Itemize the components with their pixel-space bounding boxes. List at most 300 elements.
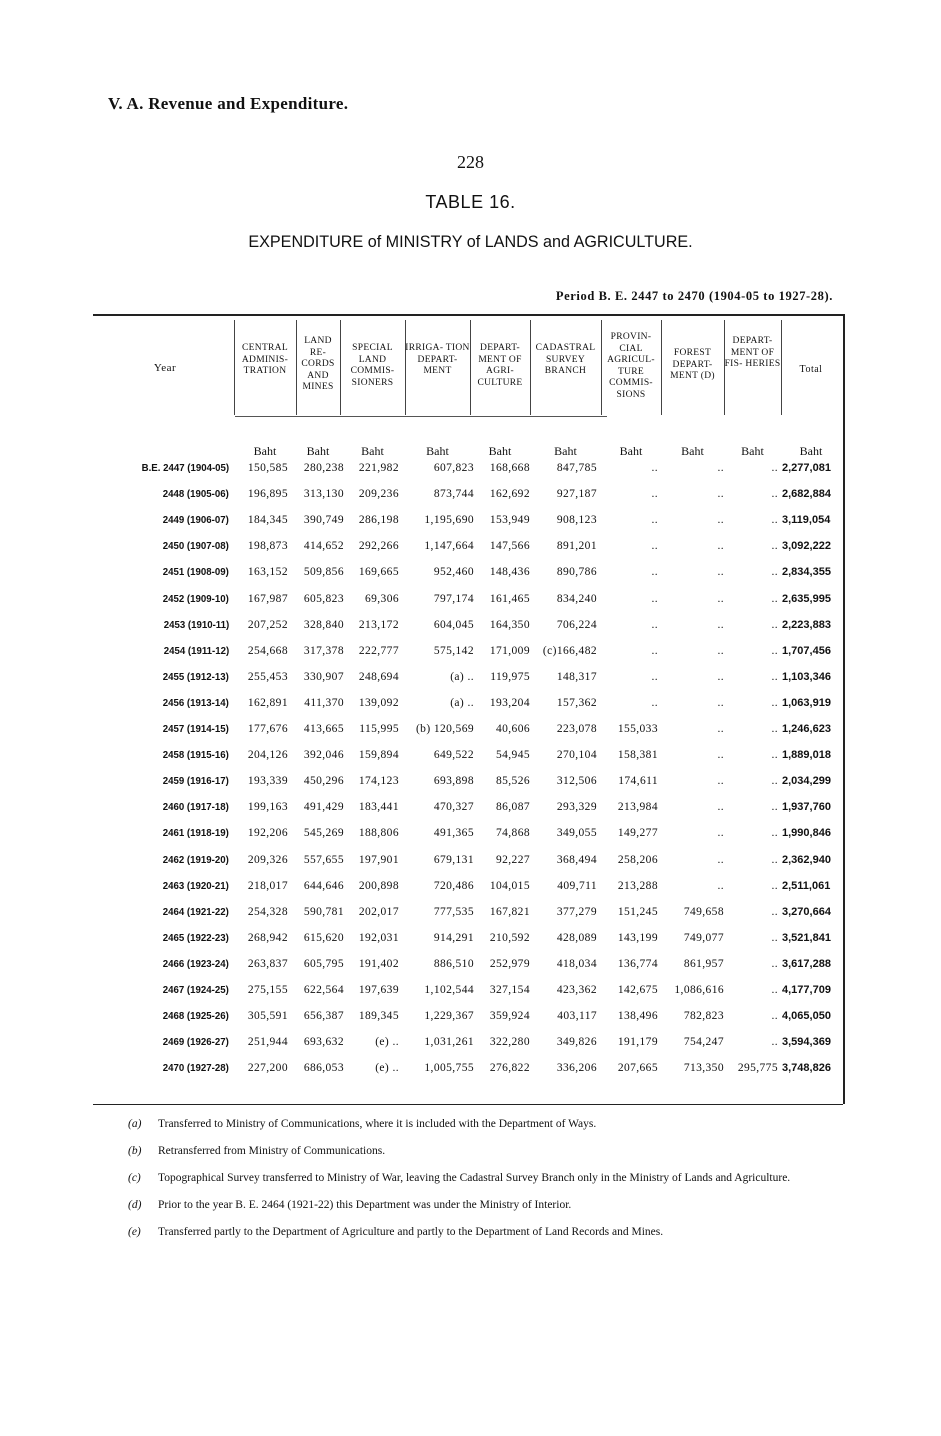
cell-agri: 162,692	[489, 488, 530, 501]
table-row	[0, 749, 941, 775]
table-row	[0, 566, 941, 592]
cell-total: 1,707,456	[782, 644, 831, 657]
cell-agri: 322,280	[489, 1036, 530, 1049]
cell-forest: ..	[717, 827, 724, 840]
cell-agri: 359,924	[489, 1010, 530, 1023]
cell-provincial: 174,611	[618, 775, 658, 788]
cell-total: 2,277,081	[782, 462, 831, 474]
cell-agri: 40,606	[495, 723, 530, 735]
cell-special: 197,639	[358, 984, 399, 996]
cell-provincial: 213,984	[617, 801, 658, 814]
unit-label: Baht	[619, 444, 643, 458]
cell-agri: 92,227	[495, 853, 530, 866]
cell-special: 292,266	[358, 540, 399, 553]
cell-agri: 161,465	[489, 592, 530, 605]
cell-special: 115,995	[359, 723, 399, 735]
footnote	[128, 1197, 853, 1213]
header-irrigation: IRRIGA- TION DEPART- MENT	[405, 343, 470, 376]
cell-fisheries: ..	[771, 879, 778, 892]
cell-special: 221,982	[358, 462, 399, 474]
cell-land: 605,823	[303, 592, 344, 605]
row-year: 2449 (1906-07)	[162, 514, 229, 527]
cell-central: 199,163	[247, 801, 288, 814]
cell-central: 198,873	[247, 540, 288, 553]
cell-cadastral: 927,187	[556, 488, 597, 501]
table-row	[0, 932, 941, 958]
cell-cadastral: 349,826	[556, 1036, 597, 1049]
cell-agri: 164,350	[489, 618, 530, 631]
footnote-text: Transferred to Ministry of Communications, where it is included with the Department of Ways.	[158, 1118, 597, 1130]
cell-forest: ..	[717, 592, 724, 605]
cell-agri: 148,436	[489, 566, 530, 579]
cell-provincial: ..	[651, 462, 658, 474]
cell-cadastral: 223,078	[556, 723, 597, 735]
cell-fisheries: ..	[771, 696, 778, 709]
cell-irrigation: 470,327	[433, 801, 474, 814]
cell-central: 162,891	[247, 696, 288, 709]
cell-land: 686,053	[303, 1062, 344, 1075]
row-year: 2467 (1924-25)	[162, 984, 229, 996]
header-land-records: LAND RE- CORDS AND MINES	[301, 336, 335, 392]
cell-agri: 252,979	[489, 957, 530, 970]
cell-special: 213,172	[358, 618, 399, 631]
row-year: 2462 (1919-20)	[162, 853, 229, 866]
cell-land: 328,840	[303, 618, 344, 631]
cell-central: 251,944	[247, 1036, 288, 1049]
cell-land: 656,387	[303, 1010, 344, 1023]
cell-irrigation: 886,510	[433, 957, 474, 970]
cell-provincial: ..	[651, 566, 658, 579]
cell-irrigation: 1,147,664	[424, 540, 474, 553]
cell-central: 207,252	[247, 618, 288, 631]
cell-provincial: 136,774	[617, 957, 658, 970]
cell-irrigation: 604,045	[433, 618, 474, 631]
cell-forest: ..	[717, 670, 724, 683]
table-row	[0, 1062, 941, 1088]
table-row	[0, 697, 941, 723]
cell-fisheries: ..	[771, 801, 778, 814]
header-provincial: PROVIN- CIAL AGRICUL- TURE COMMIS- SIONS	[607, 332, 655, 400]
row-year: 2456 (1913-14)	[162, 696, 229, 709]
footnote	[128, 1143, 853, 1159]
cell-cadastral: 403,117	[557, 1010, 597, 1023]
cell-central: 268,942	[247, 931, 288, 944]
cell-fisheries: ..	[771, 723, 778, 735]
cell-special: 183,441	[358, 801, 399, 814]
header-cadastral: CADASTRAL SURVEY BRANCH	[535, 343, 596, 376]
unit-label: Baht	[426, 444, 449, 458]
cell-total: 3,092,222	[782, 540, 831, 553]
cell-provincial: ..	[651, 592, 658, 605]
cell-forest: ..	[717, 488, 724, 501]
cell-total: 1,990,846	[782, 827, 831, 840]
header-fisheries: DEPART- MENT OF FIS- HERIES	[724, 336, 781, 369]
cell-central: 193,339	[247, 775, 288, 788]
cell-total: 2,511,061	[782, 879, 831, 892]
cell-forest: ..	[717, 801, 724, 814]
cell-provincial: ..	[651, 488, 658, 501]
cell-land: 413,665	[303, 723, 344, 735]
cell-central: 184,345	[247, 514, 288, 527]
cell-forest: 713,350	[683, 1062, 724, 1075]
cell-irrigation: 777,535	[433, 905, 474, 918]
cell-forest: ..	[717, 853, 724, 866]
cell-fisheries: ..	[771, 514, 778, 527]
cell-total: 1,889,018	[782, 749, 831, 762]
row-year: 2452 (1909-10)	[162, 592, 229, 605]
row-year: 2453 (1910-11)	[163, 618, 229, 631]
cell-central: 192,206	[247, 827, 288, 840]
cell-special: 139,092	[358, 696, 399, 709]
table-row	[0, 854, 941, 880]
cell-irrigation: 1,195,690	[424, 514, 474, 527]
cell-fisheries: ..	[771, 592, 778, 605]
header-year: Year	[153, 362, 177, 374]
cell-total: 3,521,841	[782, 931, 831, 944]
cell-land: 317,378	[303, 644, 344, 657]
cell-cadastral: 157,362	[556, 696, 597, 709]
footnote-key: (c)	[128, 1172, 141, 1184]
cell-provincial: 138,496	[617, 1010, 658, 1023]
cell-irrigation: 679,131	[433, 853, 474, 866]
cell-special: 197,901	[358, 853, 399, 866]
cell-land: 392,046	[303, 749, 344, 762]
cell-total: 3,119,054	[782, 514, 831, 527]
cell-cadastral: (c)166,482	[542, 644, 597, 657]
cell-cadastral: 270,104	[556, 749, 597, 762]
footnote-text: Prior to the year B. E. 2464 (1921-22) this Department was under the Ministry of Interior.	[158, 1199, 572, 1211]
cell-total: 2,635,995	[782, 592, 831, 605]
row-year: 2463 (1920-21)	[162, 879, 229, 892]
cell-total: 1,246,623	[782, 723, 831, 735]
cell-irrigation: 693,898	[433, 775, 474, 788]
cell-irrigation: 952,460	[433, 566, 474, 579]
cell-forest: ..	[717, 540, 724, 553]
period-line: Period B. E. 2447 to 2470 (1904-05 to 1927-28).	[555, 289, 833, 303]
cell-provincial: 155,033	[617, 723, 658, 735]
row-year: 2461 (1918-19)	[162, 827, 229, 840]
cell-provincial: 149,277	[617, 827, 658, 840]
row-year: 2458 (1915-16)	[162, 749, 229, 762]
cell-central: 218,017	[247, 879, 288, 892]
cell-total: 3,594,369	[782, 1036, 831, 1049]
cell-irrigation: 1,031,261	[424, 1036, 474, 1049]
footnote-key: (a)	[128, 1118, 142, 1130]
cell-agri: 147,566	[489, 540, 530, 553]
cell-cadastral: 349,055	[556, 827, 597, 840]
cell-fisheries: ..	[771, 670, 778, 683]
table-row	[0, 462, 941, 488]
cell-fisheries: ..	[771, 749, 778, 762]
cell-forest: 754,247	[683, 1036, 724, 1049]
cell-forest: ..	[717, 618, 724, 631]
cell-special: 192,031	[358, 931, 399, 944]
cell-irrigation: (a) ..	[450, 696, 474, 709]
header-forest: FOREST DEPART- MENT (D)	[670, 348, 715, 381]
cell-forest: ..	[717, 696, 724, 709]
table-row	[0, 593, 941, 619]
cell-special: 202,017	[358, 905, 399, 918]
cell-cadastral: 706,224	[556, 618, 597, 631]
table-number: TABLE 16.	[425, 192, 516, 212]
footnote	[128, 1170, 853, 1186]
cell-irrigation: 575,142	[433, 644, 474, 657]
row-year: 2448 (1905-06)	[162, 488, 229, 501]
cell-irrigation: 873,744	[433, 488, 474, 501]
cell-forest: 861,957	[683, 957, 724, 970]
unit-label: Baht	[681, 444, 704, 458]
cell-total: 3,270,664	[782, 905, 831, 918]
cell-fisheries: ..	[771, 618, 778, 631]
cell-land: 622,564	[303, 984, 344, 996]
table-row	[0, 984, 941, 1010]
table-row	[0, 827, 941, 853]
cell-central: 263,837	[247, 957, 288, 970]
unit-label: Baht	[488, 444, 512, 458]
cell-land: 313,130	[303, 488, 344, 501]
cell-land: 615,620	[303, 931, 344, 944]
cell-land: 590,781	[303, 905, 344, 918]
cell-total: 2,362,940	[782, 853, 831, 866]
cell-provincial: ..	[651, 644, 658, 657]
cell-irrigation: 914,291	[433, 931, 474, 944]
cell-fisheries: ..	[771, 1010, 778, 1023]
cell-total: 4,065,050	[782, 1010, 831, 1023]
cell-special: 286,198	[358, 514, 399, 527]
cell-cadastral: 428,089	[556, 931, 597, 944]
page-number: 228	[457, 152, 484, 172]
cell-fisheries: ..	[771, 957, 778, 970]
footnote-key: (e)	[128, 1226, 141, 1238]
cell-agri: 193,204	[489, 696, 530, 709]
cell-cadastral: 312,506	[556, 775, 597, 788]
cell-cadastral: 847,785	[556, 462, 597, 474]
cell-central: 254,328	[247, 905, 288, 918]
cell-total: 1,063,919	[782, 696, 831, 709]
cell-agri: 85,526	[495, 775, 530, 788]
cell-cadastral: 891,201	[556, 540, 597, 553]
table-row	[0, 540, 941, 566]
cell-provincial: 207,665	[617, 1062, 658, 1075]
row-year: 2460 (1917-18)	[162, 801, 229, 814]
row-year: 2464 (1921-22)	[162, 905, 229, 918]
cell-land: 411,370	[304, 696, 344, 709]
cell-fisheries: ..	[771, 827, 778, 840]
table-row	[0, 619, 941, 645]
cell-fisheries: 295,775	[737, 1062, 778, 1075]
cell-cadastral: 834,240	[556, 592, 597, 605]
unit-label: Baht	[361, 444, 384, 458]
cell-central: 204,126	[247, 749, 288, 762]
footnotes	[128, 1116, 853, 1251]
cell-fisheries: ..	[771, 566, 778, 579]
cell-forest: ..	[717, 775, 724, 788]
table-row	[0, 880, 941, 906]
cell-provincial: ..	[651, 670, 658, 683]
cell-central: 255,453	[247, 670, 288, 683]
header-total: Total	[799, 364, 823, 375]
cell-cadastral: 293,329	[556, 801, 597, 814]
cell-provincial: 258,206	[617, 853, 658, 866]
header-underline	[235, 416, 607, 417]
table-title: EXPENDITURE of MINISTRY of LANDS and AGRICULTURE.	[248, 232, 693, 251]
cell-agri: 210,592	[489, 931, 530, 944]
cell-special: 159,894	[358, 749, 399, 762]
footnote	[128, 1224, 853, 1240]
cell-provincial: ..	[651, 540, 658, 553]
table-row	[0, 488, 941, 514]
cell-forest: ..	[717, 566, 724, 579]
table-row	[0, 723, 941, 749]
cell-land: 557,655	[303, 853, 344, 866]
footnote	[128, 1116, 853, 1132]
cell-central: 227,200	[247, 1062, 288, 1075]
cell-forest: 782,823	[683, 1010, 724, 1023]
row-year: 2465 (1922-23)	[162, 931, 229, 944]
cell-total: 2,834,355	[782, 566, 831, 579]
cell-central: 167,987	[247, 592, 288, 605]
unit-label: Baht	[741, 444, 764, 458]
cell-special: 69,306	[364, 592, 399, 605]
cell-irrigation: 720,486	[433, 879, 474, 892]
cell-cadastral: 368,494	[556, 853, 597, 866]
cell-land: 390,749	[303, 514, 344, 527]
row-year: 2459 (1916-17)	[162, 775, 229, 788]
cell-forest: ..	[717, 749, 724, 762]
row-year: B.E. 2447 (1904-05)	[141, 462, 229, 474]
cell-special: 209,236	[358, 488, 399, 501]
cell-fisheries: ..	[771, 775, 778, 788]
cell-agri: 86,087	[495, 801, 530, 814]
table-row	[0, 645, 941, 671]
cell-agri: 327,154	[489, 984, 530, 996]
cell-special: 248,694	[358, 670, 399, 683]
table-row	[0, 906, 941, 932]
cell-provincial: 191,179	[617, 1036, 658, 1049]
header-agriculture: DEPART- MENT OF AGRI- CULTURE	[477, 343, 523, 388]
cell-total: 1,103,346	[782, 670, 831, 683]
cell-forest: ..	[717, 514, 724, 527]
cell-forest: ..	[717, 723, 724, 735]
cell-total: 2,223,883	[782, 618, 831, 631]
cell-total: 3,617,288	[782, 957, 831, 970]
cell-provincial: ..	[651, 618, 658, 631]
cell-fisheries: ..	[771, 853, 778, 866]
cell-irrigation: (b) 120,569	[415, 723, 474, 735]
cell-fisheries: ..	[771, 462, 778, 474]
cell-forest: 749,077	[683, 931, 724, 944]
cell-special: 191,402	[358, 957, 399, 970]
cell-irrigation: 649,522	[433, 749, 474, 762]
cell-land: 545,269	[303, 827, 344, 840]
cell-agri: 168,668	[489, 462, 530, 474]
cell-fisheries: ..	[771, 984, 778, 996]
header-central: CENTRAL ADMINIS- TRATION	[241, 343, 289, 376]
cell-land: 693,632	[303, 1036, 344, 1049]
cell-agri: 54,945	[495, 749, 530, 762]
cell-irrigation: 1,102,544	[424, 984, 474, 996]
footnote-key: (d)	[128, 1199, 142, 1211]
cell-forest: ..	[717, 644, 724, 657]
cell-irrigation: (a) ..	[450, 670, 474, 683]
cell-irrigation: 491,365	[433, 827, 474, 840]
cell-central: 150,585	[247, 462, 288, 474]
unit-label: Baht	[554, 444, 577, 458]
cell-forest: 749,658	[683, 905, 724, 918]
cell-cadastral: 890,786	[556, 566, 597, 579]
cell-land: 605,795	[303, 957, 344, 970]
section-heading: V. A. Revenue and Expenditure.	[108, 94, 349, 113]
cell-irrigation: 797,174	[433, 592, 474, 605]
cell-cadastral: 418,034	[556, 957, 597, 970]
cell-special: 189,345	[358, 1010, 399, 1023]
cell-central: 254,668	[247, 644, 288, 657]
cell-fisheries: ..	[771, 644, 778, 657]
cell-cadastral: 336,206	[556, 1062, 597, 1075]
cell-central: 177,676	[247, 723, 288, 735]
row-year: 2450 (1907-08)	[162, 540, 229, 553]
table-row	[0, 958, 941, 984]
cell-cadastral: 423,362	[556, 984, 597, 996]
cell-land: 491,429	[303, 801, 344, 814]
table-row	[0, 801, 941, 827]
cell-provincial: 158,381	[617, 749, 658, 762]
cell-central: 163,152	[247, 566, 288, 579]
cell-cadastral: 148,317	[556, 670, 597, 683]
cell-total: 1,937,760	[782, 801, 831, 814]
unit-label: Baht	[306, 444, 330, 458]
cell-provincial: 142,675	[617, 984, 658, 996]
row-year: 2455 (1912-13)	[162, 670, 229, 683]
cell-fisheries: ..	[771, 1036, 778, 1049]
cell-land: 280,238	[303, 462, 344, 474]
cell-agri: 153,949	[489, 514, 530, 527]
cell-land: 644,646	[303, 879, 344, 892]
cell-agri: 171,009	[489, 644, 530, 657]
cell-forest: ..	[717, 879, 724, 892]
cell-provincial: ..	[651, 696, 658, 709]
cell-irrigation: 1,005,755	[424, 1062, 474, 1075]
table-row	[0, 514, 941, 540]
cell-fisheries: ..	[771, 905, 778, 918]
cell-agri: 276,822	[489, 1062, 530, 1075]
row-year: 2470 (1927-28)	[162, 1062, 229, 1075]
row-year: 2466 (1923-24)	[162, 957, 229, 970]
cell-agri: 74,868	[495, 827, 530, 840]
unit-label: Baht	[799, 444, 823, 458]
cell-agri: 104,015	[489, 879, 530, 892]
cell-total: 3,748,826	[782, 1062, 831, 1075]
cell-provincial: 213,288	[617, 879, 658, 892]
cell-cadastral: 908,123	[556, 514, 597, 527]
cell-special: 200,898	[358, 879, 399, 892]
footnote-key: (b)	[128, 1145, 142, 1157]
cell-land: 330,907	[303, 670, 344, 683]
cell-forest: ..	[717, 462, 724, 474]
row-year: 2469 (1926-27)	[162, 1036, 229, 1049]
unit-label: Baht	[253, 444, 277, 458]
footnote-text: Topographical Survey transferred to Ministry of War, leaving the Cadastral Survey Branch only in the Ministry of Lands and Agriculture.	[158, 1172, 791, 1184]
cell-forest: 1,086,616	[674, 984, 724, 996]
cell-special: (e) ..	[375, 1036, 399, 1049]
row-year: 2468 (1925-26)	[162, 1010, 229, 1023]
cell-fisheries: ..	[771, 488, 778, 501]
cell-cadastral: 377,279	[556, 905, 597, 918]
cell-land: 509,856	[303, 566, 344, 579]
row-year: 2457 (1914-15)	[162, 723, 229, 735]
cell-central: 196,895	[247, 488, 288, 501]
table-row	[0, 775, 941, 801]
